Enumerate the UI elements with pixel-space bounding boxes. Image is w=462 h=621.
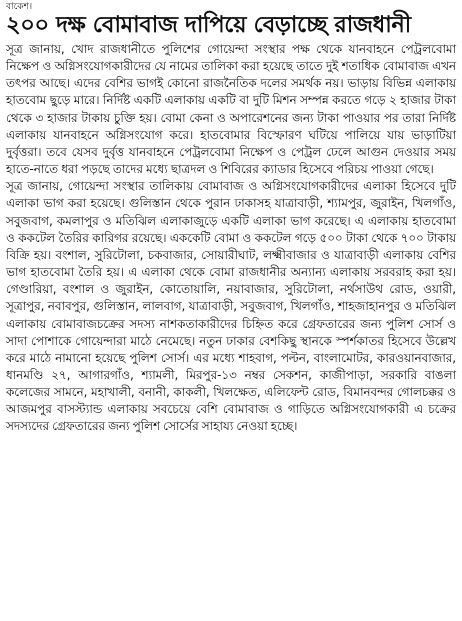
top-cut-text: বাকেশ।: [6, 2, 33, 12]
paragraph-2: সূত্র জানায়, গোয়েন্দা সংস্থার তালিকায় বোমাবাজ ও অগ্নিসংযোগকারীদের এলাকা হিসেবে দুটি এলাকা ভাগ করা হয়েছে। গুলিস্তান থেকে পুরান ঢাকাসহ যাত্রাবাড়ী, শ্যামপুর, জুরাইন, খিলগাঁও, সবুজবাগ, কমলাপুর ও মতিঝিল এলাকাজুড়ে একটি এলাকা ভাগ করেছে। এ এলাকায় হাতবোমা ও ককটেল তৈরির কারিগর রয়েছে। এককেটি বোমা ও ককটেল গড়ে ৫০০ টাকা থেকে ৭০০ টাকায় বিক্রি হয়। বংশাল, সুরিটোলা, চকবাজার, সোয়ারীঘাট, লক্ষ্মীবাজার ও যাত্রাবাড়ী এলাকায় বেশির ভাগ হাতবোমা তৈরি হয়। এ এলাকা থেকে বোমা রাজধানীর অন্যান্য এলাকায় সরবরাহ করা হয়। গেণ্ডারিয়া, বংশাল ও জুরাইন, কোতোয়ালি, নয়াবাজার, সুরিটোলা, নর্থসাউথ রোড, ওয়ারী, সূত্রাপুর, নবাবপুর, গুলিস্তান, লালবাগ, যাত্রাবাড়ী, সবুজবাগ, খিলগাঁও, শাহজাহানপুর ও মতিঝিল এলাকায় বোমাবাজচক্রের সদস্য নাশকতাকারীদের চিহ্নিত করে গ্রেফতারের জন্য পুলিশ সোর্স ও সাদা পোশাকে গোয়েন্দারা মাঠে নেমেছে। নতুন ঢাকার বেশকিছু স্থানকে স্পর্শকাতর হিসেবে উল্লেখ করে মাঠে নামানো হয়েছে পুলিশ সোর্স। এর মধ্যে শাহবাগ, পল্টন, বাংলামোটর, কারওয়ানবাজার, ধানমণ্ডি ২৭, আগারগাঁও, শ্যামলী, মিরপুর-১৩ নম্বর সেকশন, কাজীপাড়া, সরকারি বাঙলা কলেজের সামনে, মহাখালী, বনানী, কাকলী, খিলক্ষেত, এলিফেন্ট রোড, বিমানবন্দর গোলচক্কর ও আজমপুর বাসস্ট্যান্ড এলাকায় সবচেয়ে বেশি বোমাবাজ ও গাড়িতে অগ্নিসংযোগকারী এ চক্রের সদস্যদের গ্রেফতারের জন্য পুলিশ সোর্সের সাহায্য নেওয়া হচ্ছে।: [6, 179, 456, 434]
article-headline: ২০০ দক্ষ বোমাবাজ দাপিয়ে বেড়াচ্ছে রাজধানী: [6, 12, 411, 38]
paragraph-1: সূত্র জানায়, খোদ রাজধানীতে পুলিশের গোয়েন্দা সংস্থার পক্ষ থেকে যানবাহনে পেট্রলবোমা নিক্ষেপ ও অগ্নিসংযোগকারীদের যে নামের তালিকা করা হয়েছে তাতে দুই শতাধিক বোমাবাজ এখন তৎপর আছে। এদের বেশির ভাগই কোনো রাজনৈতিক দলের সমর্থক নয়। ভাড়ায় বিভিন্ন এলাকায় হাতবোম ছুড়ে মারে। নির্দিষ্ট একটি এলাকায় একটি বা দুটি মিশন সম্পন্ন করতে গড়ে ২ হাজার টাকা থেকে ৩ হাজার টাকায় চুক্তি হয়। বোমা কেনা ও অপারেশনের জন্য টাকা পাওয়ার পর তারা নির্দিষ্ট এলাকায় যানবাহনে অগ্নিসংযোগ করে। হাতবোমার বিস্ফোরণ ঘটিয়ে পালিয়ে যায় ভাড়াটিয়া দুর্বৃত্তরা। তবে যেসব দুর্বৃত্ত যানবাহনে পেট্রলবোমা নিক্ষেপ ও পেট্রল ঢেলে আগুন দেওয়ার সময় হাতে-নাতে ধরা পড়ছে তাদের মধ্যে ছাত্রদল ও শিবিরের ক্যাডার হিসেবে পরিচয় পাওয়া গেছে।: [6, 42, 456, 177]
article-body: [6, 41, 456, 436]
